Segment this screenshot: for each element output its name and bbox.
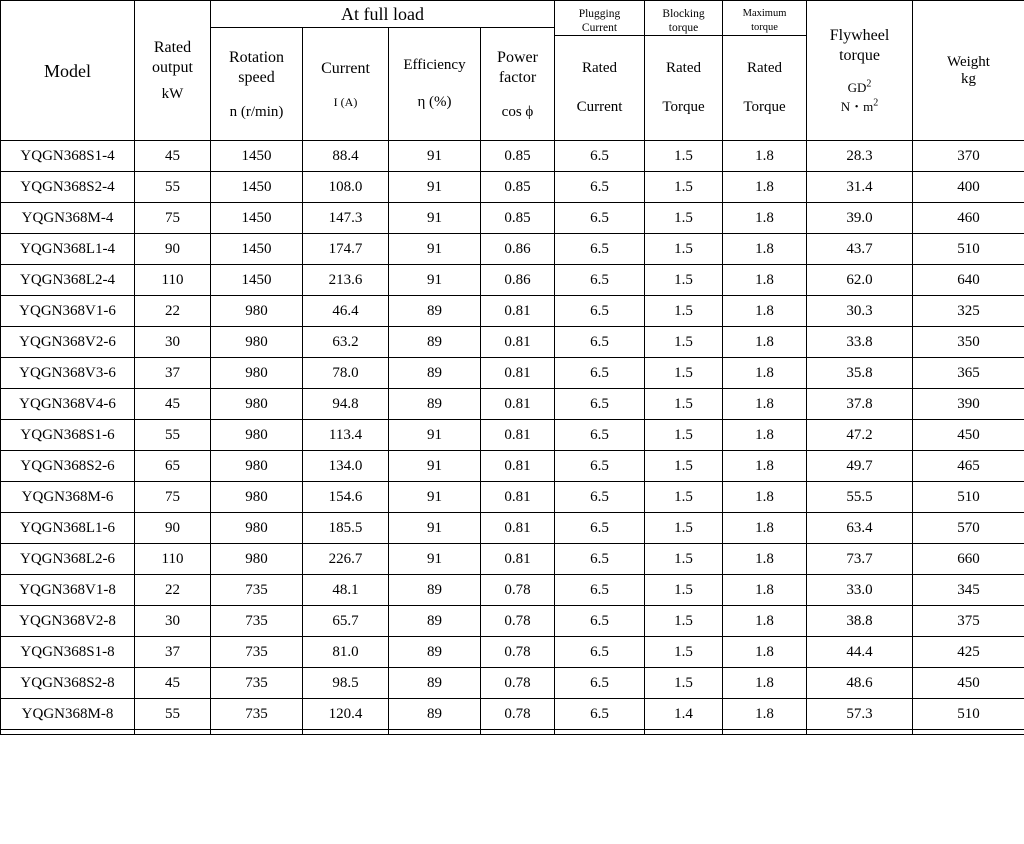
cell-efficiency: 89 — [389, 296, 481, 327]
cell-rated-output: 30 — [135, 327, 211, 358]
cell-model: YQGN368V1-6 — [1, 296, 135, 327]
cell-maximum-torque: 1.8 — [723, 575, 807, 606]
cell-blocking-torque: 1.5 — [645, 234, 723, 265]
header-weight: Weight kg — [913, 1, 1024, 141]
cell-model: YQGN368V2-8 — [1, 606, 135, 637]
cell-flywheel-torque: 43.7 — [807, 234, 913, 265]
cell-flywheel-torque: 35.8 — [807, 358, 913, 389]
cell-weight: 510 — [913, 482, 1024, 513]
cell-empty — [389, 730, 481, 735]
cell-weight: 510 — [913, 699, 1024, 730]
table-row — [1, 544, 1024, 575]
cell-plugging-current: 6.5 — [555, 699, 645, 730]
table-row — [1, 513, 1024, 544]
cell-current: 81.0 — [303, 637, 389, 668]
cell-flywheel-torque: 63.4 — [807, 513, 913, 544]
cell-rated-output: 90 — [135, 513, 211, 544]
cell-power-factor: 0.81 — [481, 296, 555, 327]
table-row — [1, 203, 1024, 234]
cell-rotation-speed: 980 — [211, 389, 303, 420]
cell-plugging-current: 6.5 — [555, 575, 645, 606]
cell-rotation-speed: 980 — [211, 358, 303, 389]
cell-power-factor: 0.81 — [481, 513, 555, 544]
cell-plugging-current: 6.5 — [555, 482, 645, 513]
cell-maximum-torque: 1.8 — [723, 203, 807, 234]
cell-efficiency: 91 — [389, 141, 481, 172]
cell-maximum-torque: 1.8 — [723, 451, 807, 482]
cell-rated-output: 22 — [135, 296, 211, 327]
cell-efficiency: 91 — [389, 172, 481, 203]
cell-blocking-torque: 1.5 — [645, 668, 723, 699]
cell-current: 134.0 — [303, 451, 389, 482]
cell-power-factor: 0.81 — [481, 358, 555, 389]
header-at-full-load: At full load — [211, 1, 555, 28]
cell-model: YQGN368S2-4 — [1, 172, 135, 203]
table-row — [1, 296, 1024, 327]
cell-current: 174.7 — [303, 234, 389, 265]
header-flywheel-torque: Flywheel torque $GD^2$ N・$m^2$ — [807, 1, 913, 141]
cell-power-factor: 0.85 — [481, 172, 555, 203]
cell-power-factor: 0.78 — [481, 637, 555, 668]
cell-power-factor: 0.81 — [481, 420, 555, 451]
cell-rotation-speed: 1450 — [211, 172, 303, 203]
header-rated-torque-blocking: Rated Torque — [645, 36, 723, 141]
cell-plugging-current: 6.5 — [555, 606, 645, 637]
cell-empty — [211, 730, 303, 735]
cell-plugging-current: 6.5 — [555, 513, 645, 544]
cell-model: YQGN368V4-6 — [1, 389, 135, 420]
cell-current: 185.5 — [303, 513, 389, 544]
cell-weight: 460 — [913, 203, 1024, 234]
cell-flywheel-torque: 47.2 — [807, 420, 913, 451]
cell-current: 213.6 — [303, 265, 389, 296]
cell-efficiency: 91 — [389, 451, 481, 482]
table-row — [1, 358, 1024, 389]
cell-model: YQGN368M-6 — [1, 482, 135, 513]
cell-empty — [723, 730, 807, 735]
cell-plugging-current: 6.5 — [555, 668, 645, 699]
cell-plugging-current: 6.5 — [555, 637, 645, 668]
cell-efficiency: 89 — [389, 327, 481, 358]
cell-maximum-torque: 1.8 — [723, 358, 807, 389]
cell-flywheel-torque: 55.5 — [807, 482, 913, 513]
cell-power-factor: 0.78 — [481, 668, 555, 699]
cell-efficiency: 89 — [389, 637, 481, 668]
cell-weight: 465 — [913, 451, 1024, 482]
cell-current: 98.5 — [303, 668, 389, 699]
cell-blocking-torque: 1.5 — [645, 327, 723, 358]
cell-flywheel-torque: 30.3 — [807, 296, 913, 327]
cell-efficiency: 91 — [389, 265, 481, 296]
cell-maximum-torque: 1.8 — [723, 637, 807, 668]
cell-maximum-torque: 1.8 — [723, 234, 807, 265]
cell-flywheel-torque: 38.8 — [807, 606, 913, 637]
table-row — [1, 389, 1024, 420]
cell-model: YQGN368M-8 — [1, 699, 135, 730]
cell-maximum-torque: 1.8 — [723, 296, 807, 327]
cell-blocking-torque: 1.5 — [645, 482, 723, 513]
cell-plugging-current: 6.5 — [555, 358, 645, 389]
cell-efficiency: 91 — [389, 513, 481, 544]
cell-rated-output: 110 — [135, 544, 211, 575]
cell-rotation-speed: 735 — [211, 575, 303, 606]
cell-rotation-speed: 980 — [211, 544, 303, 575]
cell-weight: 400 — [913, 172, 1024, 203]
cell-rotation-speed: 1450 — [211, 203, 303, 234]
cell-weight: 350 — [913, 327, 1024, 358]
cell-rated-output: 22 — [135, 575, 211, 606]
cell-blocking-torque: 1.5 — [645, 575, 723, 606]
cell-model: YQGN368S1-4 — [1, 141, 135, 172]
cell-weight: 365 — [913, 358, 1024, 389]
cell-rated-output: 37 — [135, 637, 211, 668]
cell-flywheel-torque: 33.0 — [807, 575, 913, 606]
cell-empty — [555, 730, 645, 735]
cell-empty — [807, 730, 913, 735]
cell-efficiency: 91 — [389, 234, 481, 265]
cell-model: YQGN368S1-8 — [1, 637, 135, 668]
cell-plugging-current: 6.5 — [555, 296, 645, 327]
cell-weight: 570 — [913, 513, 1024, 544]
cell-blocking-torque: 1.5 — [645, 172, 723, 203]
cell-flywheel-torque: 39.0 — [807, 203, 913, 234]
cell-flywheel-torque: 31.4 — [807, 172, 913, 203]
cell-power-factor: 0.78 — [481, 606, 555, 637]
cell-maximum-torque: 1.8 — [723, 513, 807, 544]
cell-model: YQGN368L1-4 — [1, 234, 135, 265]
cell-rated-output: 45 — [135, 668, 211, 699]
cell-rotation-speed: 980 — [211, 327, 303, 358]
cell-current: 94.8 — [303, 389, 389, 420]
cell-rated-output: 55 — [135, 699, 211, 730]
header-blocking-torque: Blocking torque — [645, 1, 723, 36]
cell-efficiency: 89 — [389, 389, 481, 420]
cell-model: YQGN368L1-6 — [1, 513, 135, 544]
table-row — [1, 172, 1024, 203]
cell-blocking-torque: 1.4 — [645, 699, 723, 730]
cell-power-factor: 0.81 — [481, 451, 555, 482]
cell-blocking-torque: 1.5 — [645, 265, 723, 296]
header-model: Model — [1, 1, 135, 141]
cell-rated-output: 110 — [135, 265, 211, 296]
cell-rotation-speed: 980 — [211, 482, 303, 513]
cell-efficiency: 89 — [389, 575, 481, 606]
cell-weight: 425 — [913, 637, 1024, 668]
cell-current: 108.0 — [303, 172, 389, 203]
cell-blocking-torque: 1.5 — [645, 420, 723, 451]
cell-model: YQGN368L2-6 — [1, 544, 135, 575]
cell-plugging-current: 6.5 — [555, 544, 645, 575]
cell-rotation-speed: 980 — [211, 296, 303, 327]
table-row — [1, 668, 1024, 699]
cell-blocking-torque: 1.5 — [645, 389, 723, 420]
cell-maximum-torque: 1.8 — [723, 544, 807, 575]
cell-rated-output: 45 — [135, 141, 211, 172]
cell-flywheel-torque: 62.0 — [807, 265, 913, 296]
cell-current: 226.7 — [303, 544, 389, 575]
cell-flywheel-torque: 37.8 — [807, 389, 913, 420]
cell-blocking-torque: 1.5 — [645, 203, 723, 234]
cell-power-factor: 0.78 — [481, 699, 555, 730]
header-rotation-speed: Rotation speed n (r/min) — [211, 28, 303, 141]
cell-plugging-current: 6.5 — [555, 172, 645, 203]
cell-weight: 345 — [913, 575, 1024, 606]
cell-current: 88.4 — [303, 141, 389, 172]
cell-weight: 375 — [913, 606, 1024, 637]
cell-rotation-speed: 980 — [211, 451, 303, 482]
table-row — [1, 141, 1024, 172]
cell-power-factor: 0.86 — [481, 234, 555, 265]
cell-empty — [645, 730, 723, 735]
cell-rotation-speed: 735 — [211, 699, 303, 730]
cell-power-factor: 0.78 — [481, 575, 555, 606]
cell-model: YQGN368V3-6 — [1, 358, 135, 389]
table-body — [1, 141, 1024, 735]
cell-flywheel-torque: 48.6 — [807, 668, 913, 699]
header-current: Current I (A) — [303, 28, 389, 141]
header-efficiency: Efficiency η (%) — [389, 28, 481, 141]
cell-efficiency: 91 — [389, 544, 481, 575]
cell-efficiency: 91 — [389, 482, 481, 513]
cell-maximum-torque: 1.8 — [723, 420, 807, 451]
cell-blocking-torque: 1.5 — [645, 296, 723, 327]
table-row — [1, 482, 1024, 513]
cell-flywheel-torque: 44.4 — [807, 637, 913, 668]
cell-weight: 390 — [913, 389, 1024, 420]
cell-current: 78.0 — [303, 358, 389, 389]
cell-weight: 660 — [913, 544, 1024, 575]
cell-empty — [913, 730, 1024, 735]
cell-maximum-torque: 1.8 — [723, 172, 807, 203]
cell-model: YQGN368S2-8 — [1, 668, 135, 699]
table-row-partial — [1, 730, 1024, 735]
cell-current: 46.4 — [303, 296, 389, 327]
header-plugging-current: Plugging Current — [555, 1, 645, 36]
cell-blocking-torque: 1.5 — [645, 451, 723, 482]
cell-current: 154.6 — [303, 482, 389, 513]
cell-blocking-torque: 1.5 — [645, 358, 723, 389]
cell-blocking-torque: 1.5 — [645, 606, 723, 637]
header-maximum-torque: Maximum torque — [723, 1, 807, 36]
cell-rotation-speed: 1450 — [211, 265, 303, 296]
cell-weight: 370 — [913, 141, 1024, 172]
cell-rated-output: 90 — [135, 234, 211, 265]
cell-efficiency: 89 — [389, 699, 481, 730]
cell-rotation-speed: 735 — [211, 637, 303, 668]
cell-maximum-torque: 1.8 — [723, 482, 807, 513]
cell-current: 48.1 — [303, 575, 389, 606]
cell-weight: 450 — [913, 668, 1024, 699]
cell-efficiency: 89 — [389, 606, 481, 637]
cell-rated-output: 75 — [135, 482, 211, 513]
cell-plugging-current: 6.5 — [555, 234, 645, 265]
table-row — [1, 234, 1024, 265]
cell-blocking-torque: 1.5 — [645, 637, 723, 668]
cell-model: YQGN368M-4 — [1, 203, 135, 234]
cell-model: YQGN368V2-6 — [1, 327, 135, 358]
cell-plugging-current: 6.5 — [555, 141, 645, 172]
cell-rated-output: 65 — [135, 451, 211, 482]
cell-maximum-torque: 1.8 — [723, 265, 807, 296]
cell-efficiency: 91 — [389, 203, 481, 234]
cell-model: YQGN368S1-6 — [1, 420, 135, 451]
cell-current: 65.7 — [303, 606, 389, 637]
cell-maximum-torque: 1.8 — [723, 699, 807, 730]
cell-rated-output: 37 — [135, 358, 211, 389]
cell-flywheel-torque: 49.7 — [807, 451, 913, 482]
cell-blocking-torque: 1.5 — [645, 513, 723, 544]
cell-current: 63.2 — [303, 327, 389, 358]
cell-maximum-torque: 1.8 — [723, 668, 807, 699]
table-row — [1, 637, 1024, 668]
cell-power-factor: 0.86 — [481, 265, 555, 296]
table-row — [1, 327, 1024, 358]
cell-plugging-current: 6.5 — [555, 203, 645, 234]
cell-model: YQGN368S2-6 — [1, 451, 135, 482]
cell-blocking-torque: 1.5 — [645, 544, 723, 575]
cell-empty — [135, 730, 211, 735]
header-power-factor: Power factor cos ϕ — [481, 28, 555, 141]
cell-power-factor: 0.81 — [481, 389, 555, 420]
cell-efficiency: 91 — [389, 420, 481, 451]
cell-maximum-torque: 1.8 — [723, 327, 807, 358]
cell-plugging-current: 6.5 — [555, 327, 645, 358]
header-rated-torque-maximum: Rated Torque — [723, 36, 807, 141]
cell-rotation-speed: 735 — [211, 668, 303, 699]
cell-plugging-current: 6.5 — [555, 420, 645, 451]
cell-model: YQGN368V1-8 — [1, 575, 135, 606]
cell-rotation-speed: 735 — [211, 606, 303, 637]
table-row — [1, 699, 1024, 730]
cell-rated-output: 45 — [135, 389, 211, 420]
cell-plugging-current: 6.5 — [555, 389, 645, 420]
cell-weight: 450 — [913, 420, 1024, 451]
cell-rotation-speed: 980 — [211, 420, 303, 451]
table-row — [1, 575, 1024, 606]
cell-weight: 640 — [913, 265, 1024, 296]
cell-efficiency: 89 — [389, 358, 481, 389]
cell-power-factor: 0.81 — [481, 482, 555, 513]
cell-current: 120.4 — [303, 699, 389, 730]
cell-model: YQGN368L2-4 — [1, 265, 135, 296]
cell-empty — [481, 730, 555, 735]
header-rated-output: Rated output kW — [135, 1, 211, 141]
cell-empty — [1, 730, 135, 735]
cell-flywheel-torque: 28.3 — [807, 141, 913, 172]
table-row — [1, 606, 1024, 637]
cell-power-factor: 0.81 — [481, 327, 555, 358]
cell-maximum-torque: 1.8 — [723, 141, 807, 172]
cell-empty — [303, 730, 389, 735]
cell-maximum-torque: 1.8 — [723, 606, 807, 637]
table-row — [1, 265, 1024, 296]
cell-rotation-speed: 1450 — [211, 141, 303, 172]
cell-power-factor: 0.81 — [481, 544, 555, 575]
cell-weight: 510 — [913, 234, 1024, 265]
cell-flywheel-torque: 73.7 — [807, 544, 913, 575]
cell-rated-output: 75 — [135, 203, 211, 234]
cell-rated-output: 30 — [135, 606, 211, 637]
cell-rated-output: 55 — [135, 420, 211, 451]
cell-current: 147.3 — [303, 203, 389, 234]
cell-plugging-current: 6.5 — [555, 265, 645, 296]
cell-weight: 325 — [913, 296, 1024, 327]
cell-efficiency: 89 — [389, 668, 481, 699]
cell-flywheel-torque: 57.3 — [807, 699, 913, 730]
cell-maximum-torque: 1.8 — [723, 389, 807, 420]
cell-blocking-torque: 1.5 — [645, 141, 723, 172]
header-rated-current: Rated Current — [555, 36, 645, 141]
cell-flywheel-torque: 33.8 — [807, 327, 913, 358]
cell-current: 113.4 — [303, 420, 389, 451]
cell-power-factor: 0.85 — [481, 203, 555, 234]
table-row — [1, 451, 1024, 482]
cell-power-factor: 0.85 — [481, 141, 555, 172]
table-row — [1, 420, 1024, 451]
cell-rotation-speed: 980 — [211, 513, 303, 544]
cell-plugging-current: 6.5 — [555, 451, 645, 482]
cell-rated-output: 55 — [135, 172, 211, 203]
cell-rotation-speed: 1450 — [211, 234, 303, 265]
